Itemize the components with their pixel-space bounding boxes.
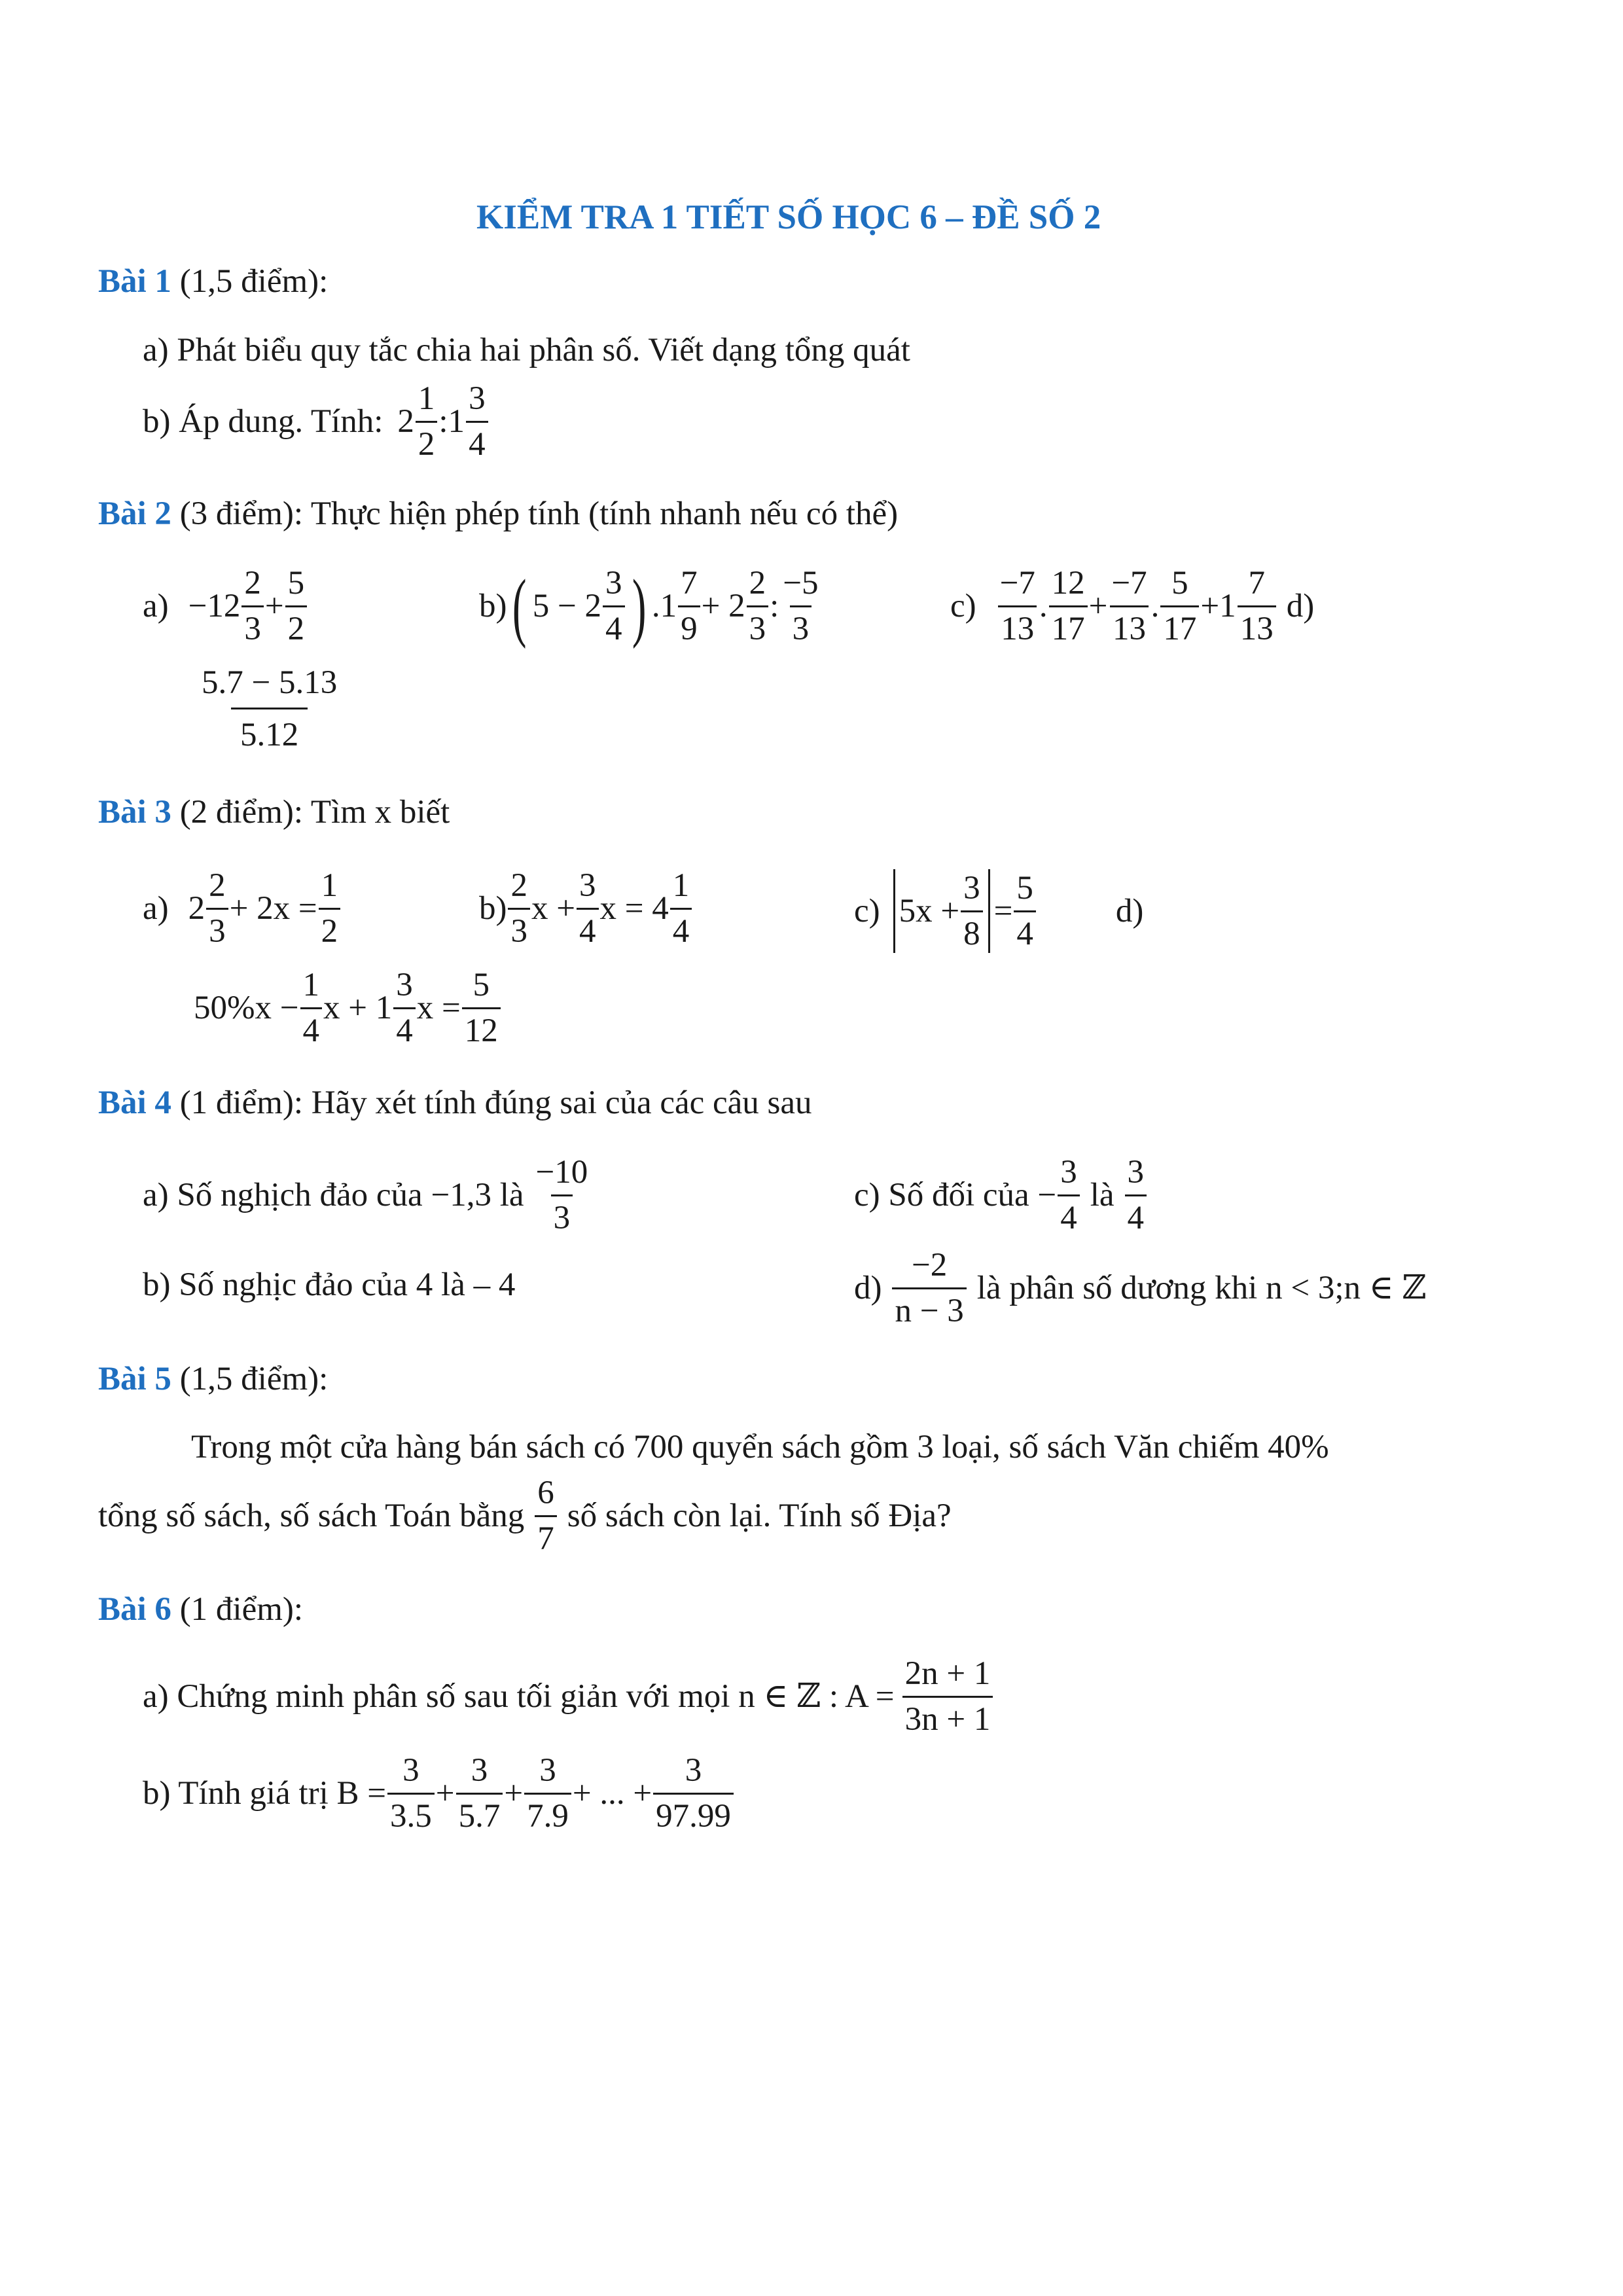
bai2-b-part2: .1 xyxy=(651,588,677,624)
bai3-a xyxy=(143,869,342,948)
bai3-d-mid1: x + 1 xyxy=(323,990,393,1026)
bai4-c-frac2: $\frac{3}{4}$ xyxy=(1125,1156,1147,1235)
bai6-b-frac1: $\frac{3}{3.5}$ xyxy=(387,1754,435,1833)
bai2-c-label: c) xyxy=(950,588,976,624)
bai2-b-part4: : xyxy=(770,588,779,624)
bai2-points: (3 điểm): Thực hiện phép tính (tính nhanh nếu có thể) xyxy=(179,495,899,532)
bai3-c-label: c) xyxy=(854,892,880,929)
bai5-points: (1,5 điểm): xyxy=(179,1361,329,1397)
bai6-a-text: a) Chứng minh phân số sau tối giản với mọi n ∈ ℤ : A = xyxy=(143,1678,895,1715)
bai1-b-frac2: $\frac{3}{4}$ xyxy=(466,382,488,461)
bai4-a-text: a) Số nghịch đảo của −1,3 là xyxy=(143,1177,524,1213)
bai3-a-frac2: $\frac{1}{2}$ xyxy=(319,869,341,948)
bai4-c-mid: là xyxy=(1090,1177,1115,1213)
bai3-a-label: a) xyxy=(143,890,169,927)
bai1-b-op: :1 xyxy=(438,403,465,440)
bai3-b-label: b) xyxy=(479,890,507,927)
bai5-label: Bài 5 xyxy=(98,1361,171,1397)
bai2-label: Bài 2 xyxy=(98,495,171,532)
bai3-b-mid2: x = 4 xyxy=(599,890,669,927)
bai2-c-frac3: $\frac{-7}{13}$ xyxy=(1109,567,1149,646)
bai2-heading xyxy=(98,497,898,531)
bai2-c-frac2: $\frac{12}{17}$ xyxy=(1049,567,1088,646)
bai2-c: c) $\frac{-7}{13}$ . $\frac{12}{17}$ + $\frac{-7}{13}$ . $\frac{5}{17}$ +1 $\frac{7}{13}$ d) xyxy=(950,565,1315,647)
bai6-b-text: b) Tính giá trị B = xyxy=(143,1775,387,1812)
bai2-a-frac1: $\frac{2}{3}$ xyxy=(241,567,264,646)
bai1-points: (1,5 điểm): xyxy=(179,263,329,300)
bai2-b-left-paren: ( xyxy=(512,563,527,649)
bai2-b xyxy=(479,563,823,649)
bai6-b-dots: + ... + xyxy=(572,1775,652,1812)
bai2-b-part3: + 2 xyxy=(701,588,745,624)
bai3-d-label: d) xyxy=(1115,892,1144,929)
bai6-a xyxy=(143,1657,994,1736)
bai5-line1: Trong một cửa hàng bán sách có 700 quyển sách gồm 3 loại, số sách Văn chiếm 40% xyxy=(191,1429,1329,1465)
bai4-heading xyxy=(98,1086,812,1120)
bai2-c-mixed: +1 xyxy=(1200,588,1236,624)
bai6-b-frac2: $\frac{3}{5.7}$ xyxy=(456,1754,503,1833)
bai3-a-frac1: $\frac{2}{3}$ xyxy=(206,869,228,948)
bai1-heading xyxy=(98,265,328,298)
bai3-points: (2 điểm): Tìm x biết xyxy=(179,794,450,831)
bai5-frac: $\frac{6}{7}$ xyxy=(535,1477,557,1556)
bai2-a-op: + xyxy=(264,588,284,624)
bai6-label: Bài 6 xyxy=(98,1591,171,1628)
bai4-d-text: là phân số dương khi n < 3;n ∈ ℤ xyxy=(976,1270,1427,1306)
page-title: KIỂM TRA 1 TIẾT SỐ HỌC 6 – ĐỀ SỐ 2 xyxy=(476,198,1101,236)
bai1-a: a) Phát biểu quy tắc chia hai phân số. Viết dạng tổng quát xyxy=(143,332,910,368)
bai3-d-frac1: $\frac{1}{4}$ xyxy=(300,969,323,1048)
bai5-line2 xyxy=(98,1477,952,1556)
bai3-c-frac1: $\frac{3}{8}$ xyxy=(961,872,983,951)
bai3-b-frac1: $\frac{2}{3}$ xyxy=(508,869,530,948)
bai2-c-frac5: $\frac{7}{13}$ xyxy=(1238,567,1276,646)
bai4-d xyxy=(854,1249,1426,1328)
bai2-a-whole: −12 xyxy=(188,588,241,624)
bai2-b-label: b) xyxy=(479,588,507,624)
bai4-points: (1 điểm): Hãy xét tính đúng sai của các câu sau xyxy=(179,1085,812,1121)
bai3-c-frac2: $\frac{5}{4}$ xyxy=(1014,872,1036,951)
bai4-label: Bài 4 xyxy=(98,1085,171,1121)
bai2-b-right-paren: ) xyxy=(632,563,647,649)
bai3-a-whole: 2 xyxy=(188,890,205,927)
bai2-b-part1: 5 − 2 xyxy=(532,588,602,624)
bai2-c-frac1: $\frac{-7}{13}$ xyxy=(997,567,1038,646)
bai2-a-frac2: $\frac{5}{2}$ xyxy=(285,567,308,646)
bai3-a-mid: + 2x = xyxy=(229,890,317,927)
bai3-d-pre: 50%x − xyxy=(194,990,299,1026)
bai3-d-mid2: x = xyxy=(416,990,461,1026)
bai5-heading xyxy=(98,1363,328,1396)
bai3-b xyxy=(479,869,693,948)
bai6-a-frac: $\frac{2n + 1}{3n + 1}$ xyxy=(902,1657,993,1736)
bai2-d-frac: $\frac{5.7 - 5.13}{5.12}$ xyxy=(202,664,338,753)
bai3-c-eq: = xyxy=(993,892,1013,929)
bai2-b-frac1: $\frac{3}{4}$ xyxy=(603,567,625,646)
bai3-d-frac2: $\frac{3}{4}$ xyxy=(393,969,416,1048)
bai3-d-frac3: $\frac{5}{12}$ xyxy=(462,969,501,1048)
bai3-b-mid1: x + xyxy=(531,890,575,927)
bai1-label: Bài 1 xyxy=(98,263,171,300)
bai2-b-frac2: $\frac{7}{9}$ xyxy=(678,567,700,646)
bai3-c xyxy=(854,869,1143,953)
bai2-b-frac4: $\frac{-5}{3}$ xyxy=(783,565,819,647)
bai1-b-label: b) Áp dung. Tính: xyxy=(143,403,383,440)
bai6-b-frac4: $\frac{3}{97.99}$ xyxy=(653,1754,734,1833)
bai2-c-frac4: $\frac{5}{17}$ xyxy=(1160,567,1199,646)
bai2-d xyxy=(191,666,348,752)
bai3-d xyxy=(194,969,502,1048)
bai2-d-label: d) xyxy=(1286,588,1315,624)
bai2-b-frac3: $\frac{2}{3}$ xyxy=(747,567,769,646)
bai4-b: b) Số nghịc đảo của 4 là – 4 xyxy=(143,1266,516,1303)
bai1-b-whole: 2 xyxy=(397,403,414,440)
bai3-c-abs-right xyxy=(988,869,990,953)
bai4-d-label: d) xyxy=(854,1270,882,1306)
bai6-points: (1 điểm): xyxy=(179,1591,304,1628)
bai3-c-mid1: 5x + xyxy=(899,892,960,929)
bai4-c-text: c) Số đối của − xyxy=(854,1177,1057,1213)
bai1-b-frac1: $\frac{1}{2}$ xyxy=(416,382,438,461)
bai4-a-frac: $\frac{-10}{3}$ xyxy=(535,1154,588,1236)
bai4-a xyxy=(143,1156,592,1235)
bai4-c xyxy=(854,1156,1148,1235)
bai3-b-frac3: $\frac{1}{4}$ xyxy=(670,869,692,948)
bai3-c-abs-left xyxy=(893,869,895,953)
bai3-label: Bài 3 xyxy=(98,794,171,831)
bai4-d-frac: $\frac{-2}{n - 3}$ xyxy=(892,1249,966,1328)
bai6-heading xyxy=(98,1593,303,1626)
bai5-line2-end: số sách còn lại. Tính số Địa? xyxy=(567,1498,952,1534)
bai2-a xyxy=(143,567,308,646)
bai6-b-frac3: $\frac{3}{7.9}$ xyxy=(524,1754,571,1833)
bai4-c-frac1: $\frac{3}{4}$ xyxy=(1058,1156,1080,1235)
bai5-line2-start: tổng số sách, số sách Toán bằng xyxy=(98,1498,525,1534)
bai6-b: b) Tính giá trị B = $\frac{3}{3.5}$ + $\frac{3}{5.7}$ + $\frac{3}{7.9}$ + ... + $\frac{3}{97.99}$ xyxy=(143,1754,735,1833)
bai1-b xyxy=(143,382,490,461)
bai3-heading xyxy=(98,796,450,829)
bai2-a-label: a) xyxy=(143,588,169,624)
bai3-b-frac2: $\frac{3}{4}$ xyxy=(577,869,599,948)
